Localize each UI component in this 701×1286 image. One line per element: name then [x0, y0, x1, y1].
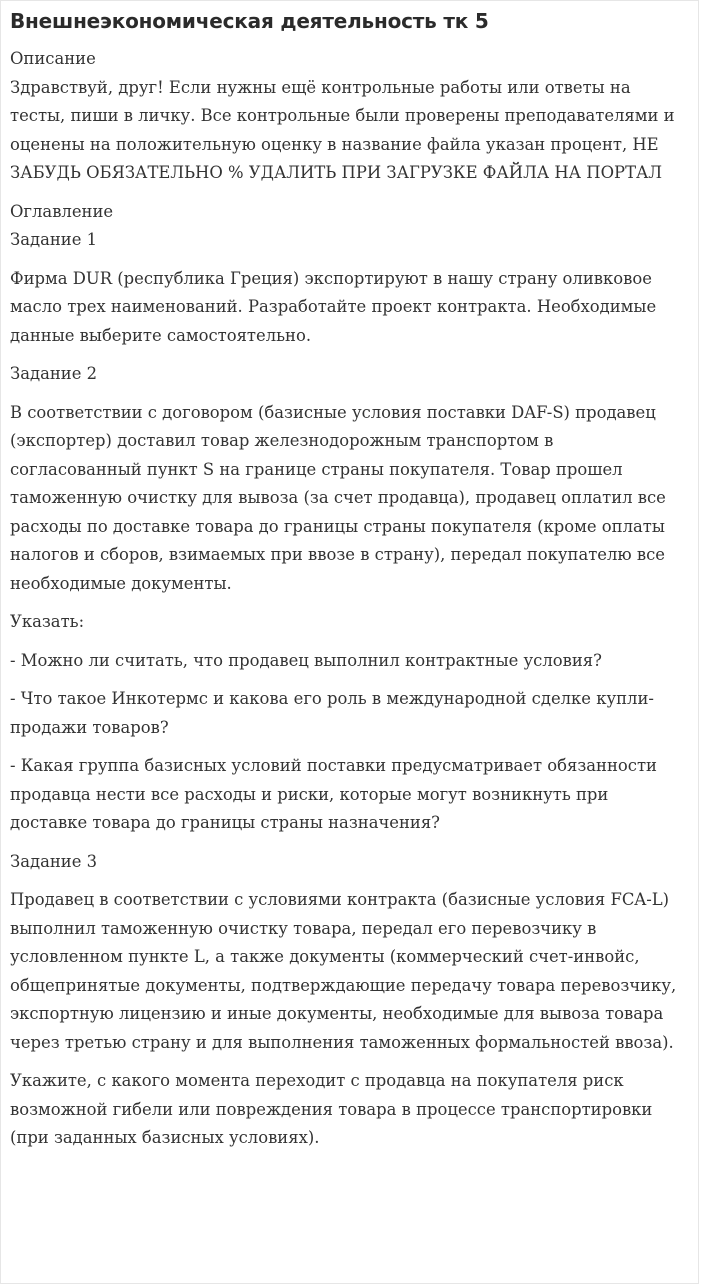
task1-text: Фирма DUR (республика Греция) экспортируют в нашу страну оливковое масло трех наименований. Разработайте проект контракта. Необходимые данные выберите самостоятельно. [10, 268, 657, 345]
task3-question: Укажите, с какого момента переходит с продавца на покупателя риск возможной гибели или повреждения товара в процессе транспортировки (при заданных базисных условиях). [10, 1071, 653, 1147]
task2-text: В соответствии с договором (базисные условия поставки DAF-S) продавец (экспортер) доставил товар железнодорожным транспортом в согласованный пункт S на границе страны покупателя. Товар прошел таможенную очистку для вывоза (за счет продавца), продавец оплатил все расходы по доставке товара до границы страны покупателя (кроме оплаты налогов и сборов, взимаемых при ввозе в страну), передал покупателю все необходимые документы. [10, 402, 666, 593]
task3-text: Продавец в соответствии с условиями контракта (базисные условия FCA-L) выполнил таможенную очистку товара, передал его перевозчику в условленном пункте L, а также документы (коммерческий счет-инвойс, общепринятые документы, подтверждающие передачу товара перевозчику, экспортную лицензию и иные документы, необходимые для вывоза товара через третью страну и для выполнения таможенных формальностей ввоза). [10, 890, 677, 1052]
task2-heading: Задание 2 [10, 364, 98, 383]
task3-heading: Задание 3 [10, 851, 98, 871]
task2-instruction: Указать: [10, 612, 85, 631]
task1-heading: Задание 1 [10, 230, 98, 249]
task2-question-2: - Что такое Инкотермс и какова его роль в международной сделке купли-продажи товаров? [10, 689, 654, 737]
task2-question-1: - Можно ли считать, что продавец выполнил контрактные условия? [10, 650, 602, 670]
toc-label: Оглавление [10, 201, 114, 221]
description-label: Описание [10, 49, 96, 68]
page-title: Внешнеэкономическая деятельность тк 5 [10, 9, 489, 33]
description-text: Здравствуй, друг! Если нужны ещё контрольные работы или ответы на тесты, пиши в личку. Все контрольные были проверены преподавателями и оценены на положительную оценку в название файла указан процент, НЕ ЗАБУДЬ ОБЯЗАТЕЛЬНО % УДАЛИТЬ ПРИ ЗАГРУЗКЕ ФАЙЛА НА ПОРТАЛ [10, 77, 675, 182]
task2-question-3: - Какая группа базисных условий поставки предусматривает обязанности продавца нести все расходы и риски, которые могут возникнуть при доставке товара до границы страны назначения? [10, 756, 657, 832]
